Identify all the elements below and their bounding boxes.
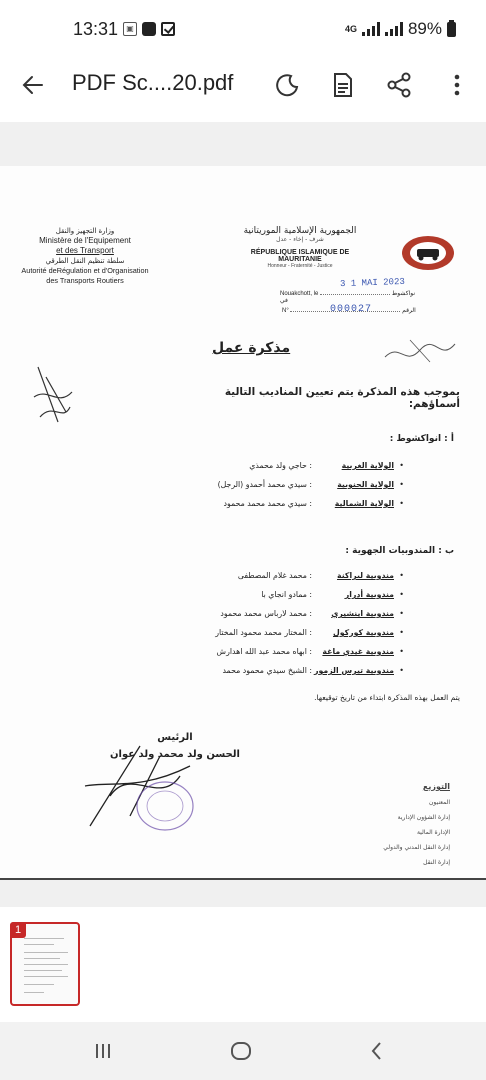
notification-icons: [123, 22, 175, 36]
check-notification-icon: [161, 22, 175, 36]
document-number: 000027: [330, 304, 373, 315]
place-ar: نواكشوط في: [280, 291, 415, 304]
back-icon[interactable]: [362, 1036, 392, 1066]
signal-bars-icon-1: [362, 22, 380, 36]
section-b-list: [114, 566, 404, 680]
list-item: • مندوبية كوركول : المختار محمد محمود المختار: [215, 628, 404, 637]
page-number-badge: 1: [10, 922, 26, 938]
ministry-fr-2: et des Transport: [56, 246, 114, 255]
battery-percent: 89%: [407, 19, 442, 38]
ministry-ar: وزارة التجهيز والنقل: [55, 227, 115, 235]
list-item: • مندوبية لبراكنة : محمد غلام المصطفى: [237, 571, 404, 580]
ministry-fr-1: Ministère de l'Equipement: [39, 236, 131, 245]
message-notification-icon: [142, 22, 156, 36]
share-icon[interactable]: [384, 70, 414, 100]
section-a-list: [114, 456, 404, 513]
distribution-title: التوزيع: [422, 782, 450, 791]
page-thumbnail[interactable]: [10, 922, 80, 1006]
number-label: N°: [282, 308, 289, 314]
president-signature-icon: [70, 736, 200, 836]
battery-icon: [447, 22, 456, 37]
list-item: المعنيون: [429, 799, 450, 806]
motto-ar: شرف - إخاء - عدل: [276, 236, 324, 243]
president-title: الرئيس: [157, 732, 193, 743]
gallery-notification-icon: ▣: [123, 22, 137, 36]
list-item: إدارة النقل المدني والدولي: [383, 844, 450, 851]
list-item: • مندوبية أدرار : ممادو انجاي با: [261, 590, 404, 599]
place-date-line: [280, 290, 420, 304]
recents-icon[interactable]: [88, 1036, 118, 1066]
memo-intro: بموجب هذه المذكرة يتم تعيين المناديب التالية أسماؤهم:: [224, 386, 460, 410]
authority-ar: سلطة تنظيم النقل الطرقي: [45, 257, 125, 265]
authority-logo-icon: [400, 234, 456, 272]
memo-title: مذكرة عمل: [212, 340, 291, 356]
date-stamp: 3 1 MAI 2023: [339, 276, 405, 290]
status-right: [345, 19, 456, 39]
number-ar: الرقم: [402, 308, 416, 314]
margin-signature-icon: [28, 362, 76, 432]
motto-fr: Honneur - Fraternité - Justice: [267, 263, 333, 269]
list-item: • مندوبية اينشيري : محمد لارباس محمد محمود: [220, 609, 404, 618]
list-item: • مندوبية غيدي ماغة : ابهاه محمد عبد الله اهدارش: [216, 647, 404, 656]
system-nav-bar: [0, 1022, 486, 1080]
list-item: إدارة النقل: [423, 859, 450, 866]
authority-fr-1: Autorité deRégulation et d'Organisation: [21, 266, 149, 275]
list-item: إدارة الشؤون الإدارية: [397, 814, 450, 821]
pdf-viewer[interactable]: [0, 122, 486, 907]
network-type-icon: 4G: [344, 23, 357, 34]
initials-signature-icon: [380, 332, 460, 372]
list-item: • الولاية الغربية : حاجي ولد محمذي: [249, 461, 404, 470]
distribution-list: [360, 782, 450, 874]
home-icon[interactable]: [226, 1036, 256, 1066]
signal-bars-icon-2: [385, 22, 403, 36]
list-item: الإدارة المالية: [416, 829, 450, 836]
document-title: PDF Sc....20.pdf: [72, 70, 234, 95]
list-item: • الولاية الجنوبية : سيدي محمد أحمدو (الرجل): [217, 480, 404, 489]
app-bar: [0, 58, 486, 118]
brightness-icon[interactable]: [272, 70, 302, 100]
pdf-page[interactable]: [0, 166, 486, 880]
republic-header: [230, 226, 370, 269]
president-name: الحسن ولد محمد ولد عوان: [110, 749, 240, 760]
memo-closing: يتم العمل بهذه المذكرة ابتداء من تاريخ توقيعها.: [314, 693, 460, 702]
status-bar: [0, 0, 486, 58]
republic-fr: RÉPUBLIQUE ISLAMIQUE DE MAURITANIE: [250, 249, 350, 263]
back-arrow-icon[interactable]: [20, 72, 46, 98]
more-vert-icon[interactable]: [442, 70, 472, 100]
section-b-heading: ب : المندوبيات الجهوية :: [345, 546, 454, 556]
text-mode-icon[interactable]: [328, 70, 358, 100]
list-item: • الولاية الشمالية : سيدي محمد محمد محمود: [223, 499, 404, 508]
authority-fr-2: des Transports Routiers: [46, 276, 124, 285]
ministry-header: [10, 226, 160, 286]
place-label: Nouakchott, le: [280, 291, 319, 297]
list-item: • مندوبية تيرس الزمور : الشيخ سيدي محمود محمد: [222, 666, 404, 675]
section-a-heading: أ : انواكشوط :: [389, 434, 454, 444]
thumbnail-strip: [0, 907, 486, 1022]
republic-ar: الجمهورية الإسلامية الموريتانية: [243, 226, 357, 236]
status-time: 13:31: [73, 19, 119, 39]
